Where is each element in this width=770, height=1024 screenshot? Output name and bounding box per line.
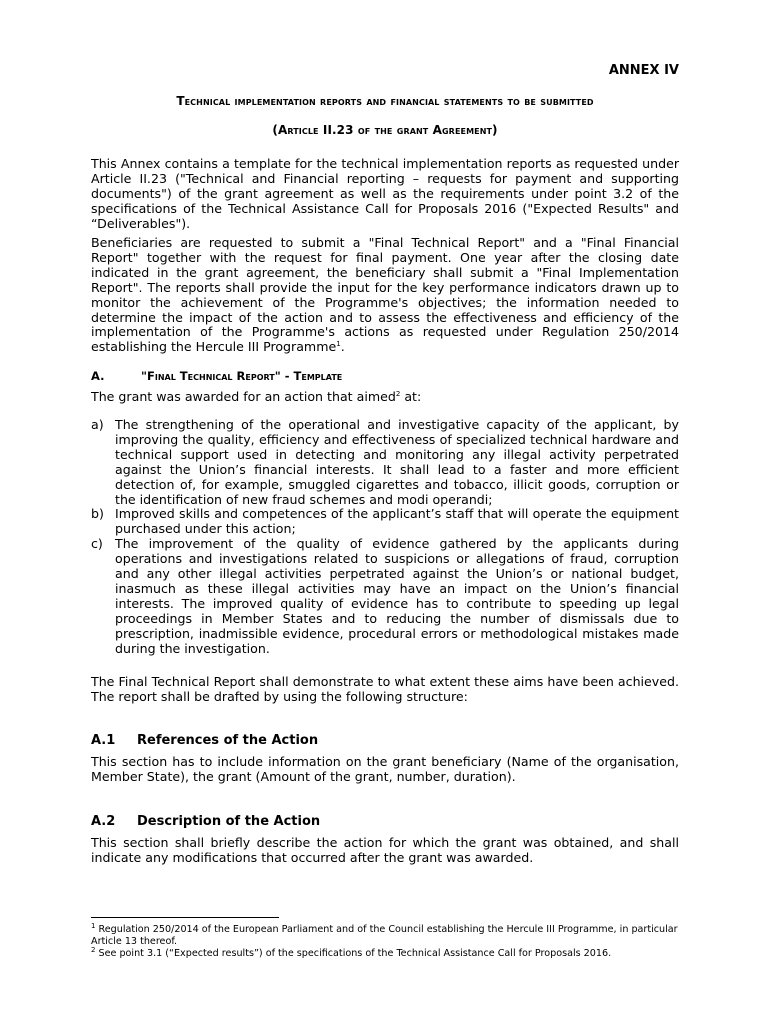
footnote-ref-2: 2 [395,389,401,398]
annex-label: ANNEX IV [608,63,679,78]
beneficiaries-paragraph: Beneficiaries are requested to submit a "Final Technical Report" and a "Final Financial Report" together with the request for final payment. One year after the closing date indicated in the grant agreement, the beneficiary shall submit a "Final Implementation Report". The reports shall provide the input for the key performance indicators drawn up to monitor the achievement of the Programme's objectives; the information needed to determine the impact of the action and to assess the effectiveness and efficiency of the implementation of the Programme's actions as requested under Regulation 250/2014 establishing the Hercule III Programme$^1$. [91,235,679,355]
list-item: a) The strengthening of the operational and investigative capacity of the applicant, by improving the quality, efficiency and effectiveness of specialized technical hardware and technical support used in detecting and monitoring any illegal activity perpetrated against the Union’s financial interests. It shall lead to a faster and more efficient detection of, for example, smuggled cigarettes and tobacco, illicit goods, corruption or the identification of new fraud schemes and modi operandi; [91,417,679,507]
aims-intro: The grant was awarded for an action that aimed$^2$ at: [91,389,422,404]
list-marker: b) [91,506,104,522]
section-a2-heading [91,814,320,829]
section-a-heading [91,369,342,383]
intro-paragraph: This Annex contains a template for the technical implementation reports as requested under Article II.23 ("Technical and Financial reporting – requests for payment and supporting documents") of the grant agreement as well as the requirements under point 3.2 of the specifications of the Technical Assistance Call for Proposals 2016 ("Expected Results" and “Deliverables"). [91,156,679,231]
section-a-title: "Final Technical Report" - Template [141,369,343,383]
section-a-number: A. [91,369,105,383]
list-item: c) The improvement of the quality of evidence gathered by the applicants during operations and investigations related to suspicions or allegations of fraud, corruption and any other illegal activities perpetrated against the Union’s or national budget, inasmuch as these illegal activities may have an impact on the Union’s financial interests. The improved quality of evidence has to contribute to speeding up legal proceedings in Member States and to reducing the number of dismissals due to prescription, inadmissible evidence, procedural errors or methodological mistakes made during the investigation. [91,536,679,656]
section-a1-title: References of the Action [137,733,319,748]
list-marker: c) [91,536,103,552]
section-a2-title: Description of the Action [137,814,321,829]
document-subtitle: (Article II.23 of the grant Agreement) [272,123,498,137]
document-title: Technical implementation reports and financial statements to be submitted [176,94,594,108]
structure-paragraph: The Final Technical Report shall demonstrate to what extent these aims have been achieved. The report shall be drafted by using the following structure: [91,674,679,704]
list-item: b) Improved skills and competences of the applicant’s staff that will operate the equipment purchased under this action; [91,506,679,537]
list-marker: a) [91,417,104,432]
section-a1-heading [91,733,318,748]
section-a1-paragraph: This section has to include information on the grant beneficiary (Name of the organisation, Member State), the grant (Amount of the grant, number, duration). [91,754,679,784]
footnote-divider [91,917,279,918]
footnote-2: $^2$ See point 3.1 (“Expected results”) of the specifications of the Technical Assistance Call for Proposals 2016. [91,945,612,959]
footnote-ref-1: 1 [336,340,341,349]
section-a2-number: A.2 [91,814,116,829]
footnote-1: $^1$ Regulation 250/2014 of the European Parliament and of the Council establishing the Hercule III Programme, in particular Article 13 thereof. [91,921,678,947]
aims-list [91,418,679,657]
section-a2-paragraph: This section shall briefly describe the action for which the grant was obtained, and shall indicate any modifications that occurred after the grant was awarded. [91,835,679,865]
section-a1-number: A.1 [91,733,116,748]
